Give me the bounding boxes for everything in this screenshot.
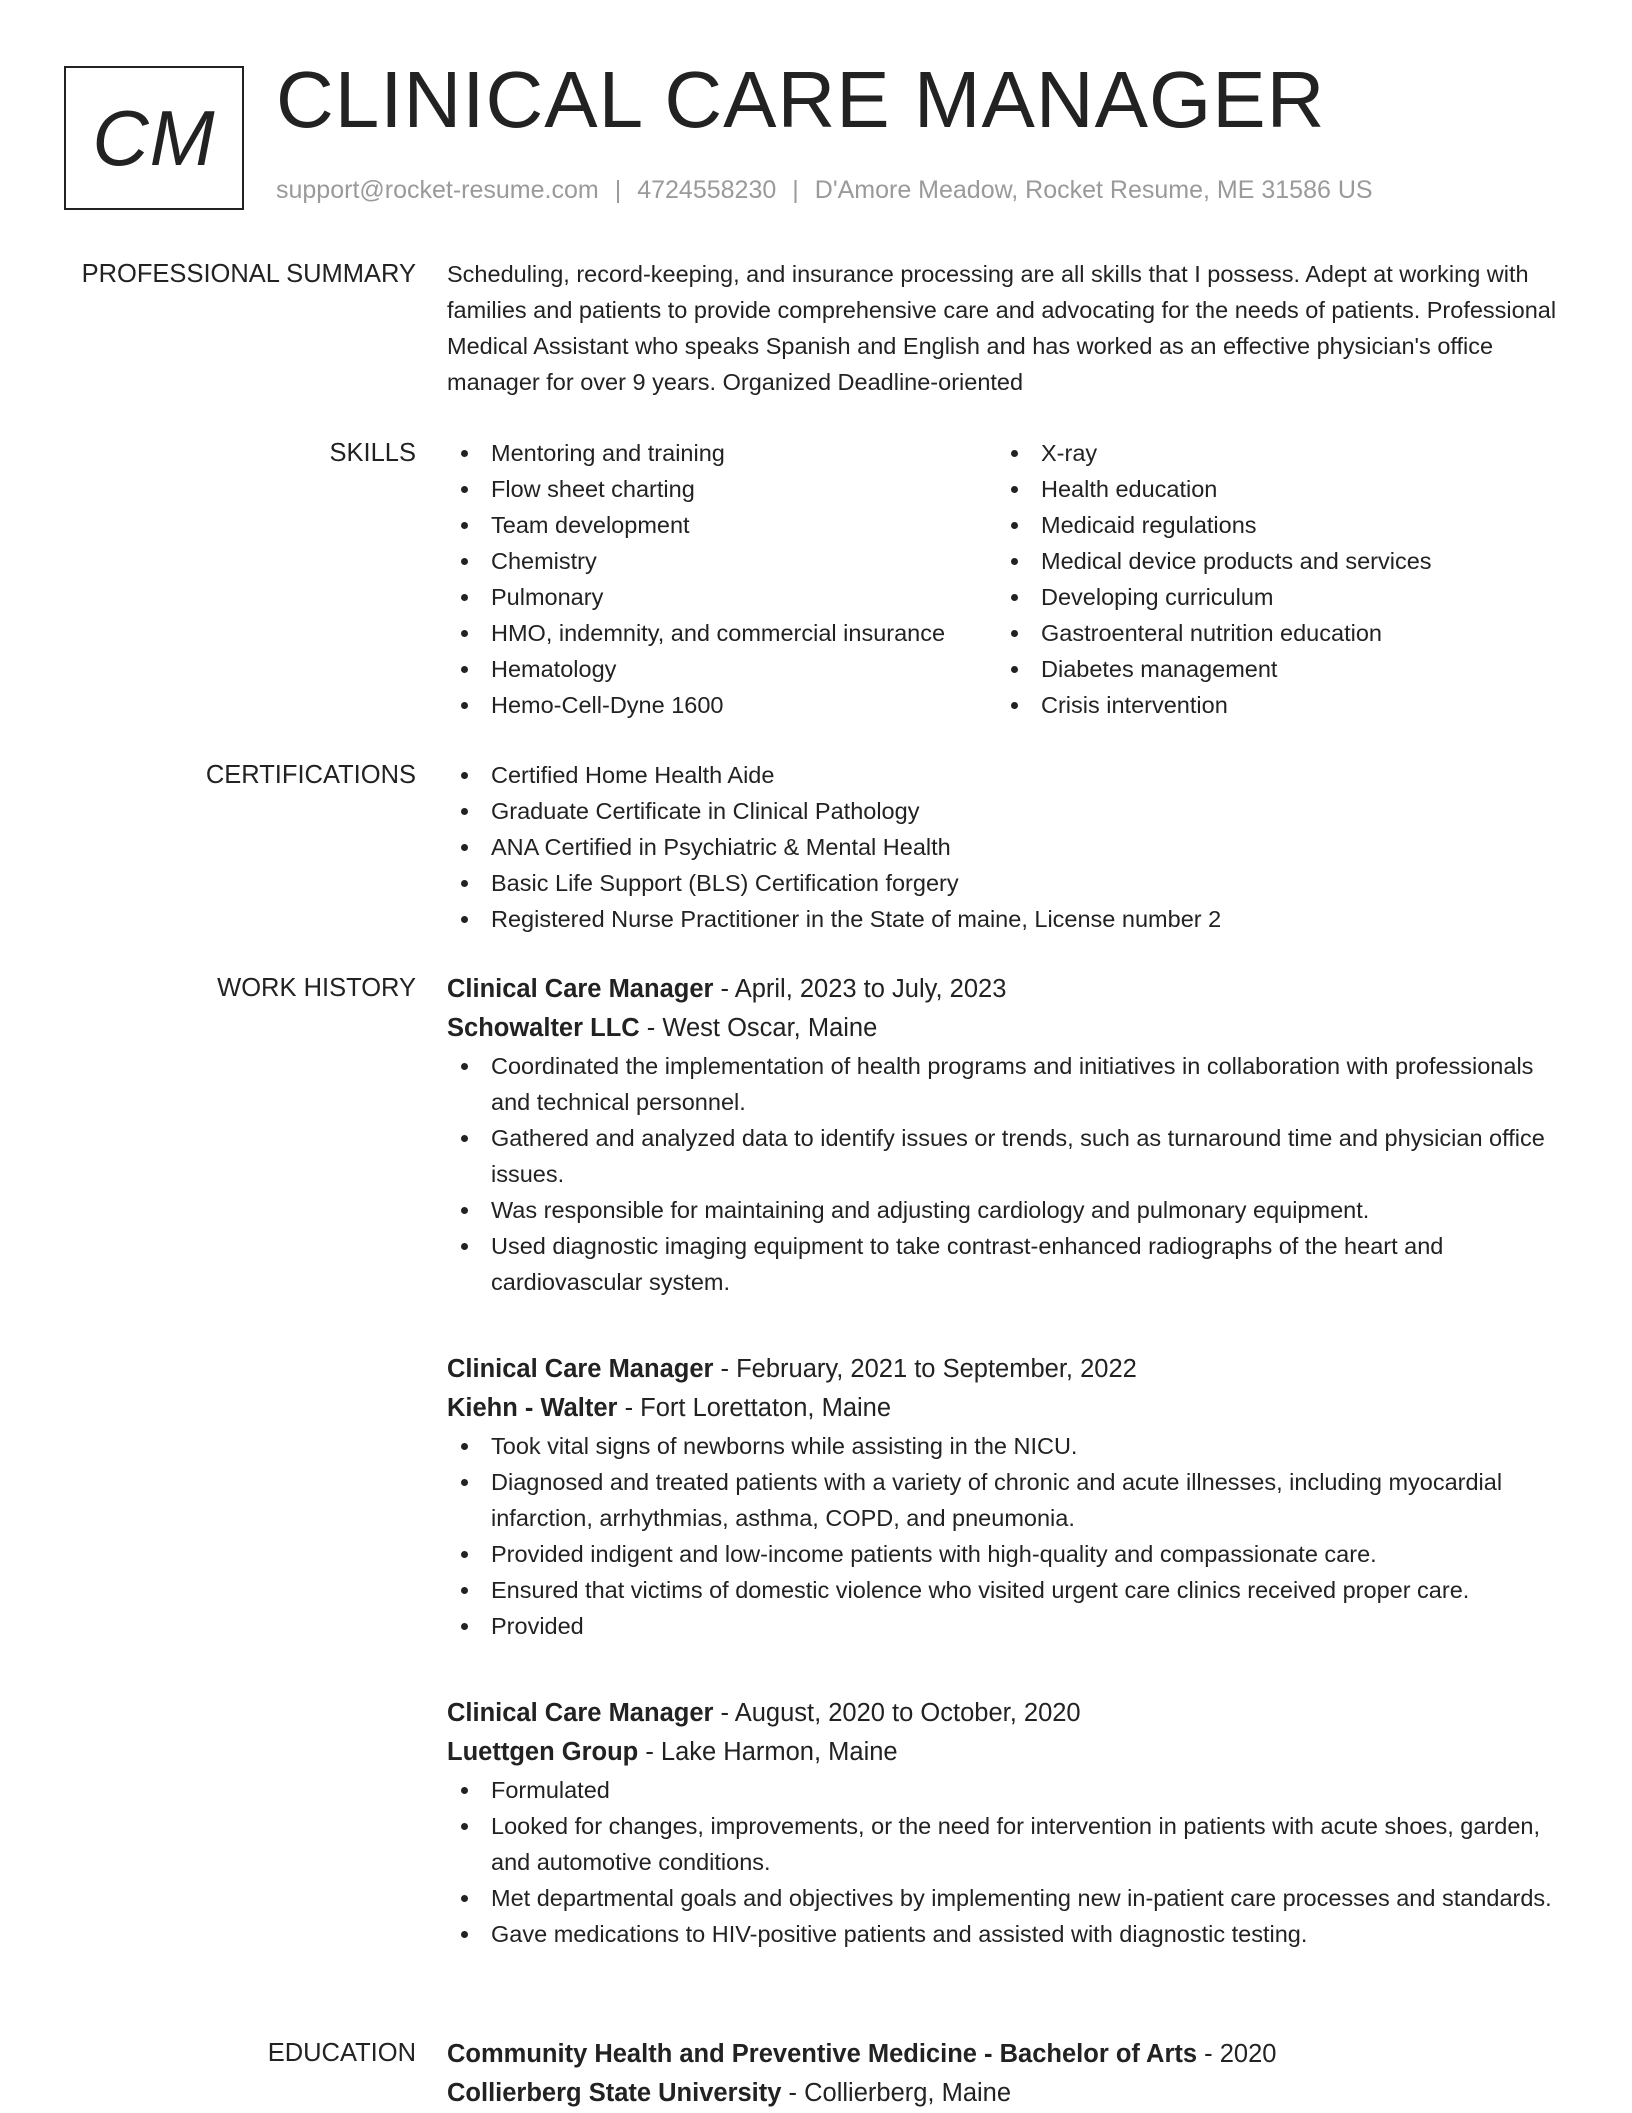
job-duty: Ensured that victims of domestic violence who visited urgent care clinics received proper care. <box>447 1572 1577 1608</box>
skills-list-left <box>447 435 997 723</box>
job-company-line <box>447 1009 1577 1048</box>
skill-item: Health education <box>997 471 1577 507</box>
skills-list-right <box>997 435 1577 723</box>
contact-separator: | <box>614 176 622 204</box>
certification-item: Registered Nurse Practitioner in the State of maine, License number 2 <box>447 901 1577 937</box>
job-location: - Fort Lorettaton, Maine <box>617 1394 892 1422</box>
contact-address: D'Amore Meadow, Rocket Resume, ME 31586 US <box>814 176 1373 204</box>
job-duty: Diagnosed and treated patients with a variety of chronic and acute illnesses, including myocardial infarction, arrhythmias, asthma, COPD, and pneumonia. <box>447 1464 1577 1536</box>
job-entry <box>447 1694 1577 1952</box>
skill-item: Hematology <box>447 651 997 687</box>
job-duty: Coordinated the implementation of health programs and initiatives in collaboration with professionals and technical personnel. <box>447 1048 1577 1120</box>
skills-section <box>447 435 1577 723</box>
resume-title: CLINICAL CARE MANAGER <box>276 55 1326 144</box>
job-location: - Lake Harmon, Maine <box>638 1738 898 1766</box>
job-company-line <box>447 1733 1577 1772</box>
job-duty: Used diagnostic imaging equipment to take contrast-enhanced radiographs of the heart and cardiovascular system. <box>447 1228 1577 1300</box>
contact-line <box>276 172 1373 208</box>
job-company-line <box>447 1389 1577 1428</box>
education-degree-line <box>447 2035 1577 2074</box>
job-title-line <box>447 970 1577 1009</box>
skill-item: Chemistry <box>447 543 997 579</box>
skill-item: X-ray <box>997 435 1577 471</box>
job-title-line <box>447 1350 1577 1389</box>
job-dates: - February, 2021 to September, 2022 <box>713 1355 1137 1383</box>
job-duty: Met departmental goals and objectives by implementing new in-patient care processes and standards. <box>447 1880 1577 1916</box>
certification-item: ANA Certified in Psychiatric & Mental Health <box>447 829 1577 865</box>
contact-email: support@rocket-resume.com <box>276 176 599 204</box>
job-dates: - April, 2023 to July, 2023 <box>713 975 1007 1003</box>
job-duty: Gave medications to HIV-positive patients and assisted with diagnostic testing. <box>447 1916 1577 1952</box>
job-company: Schowalter LLC <box>447 1014 640 1042</box>
job-duty: Took vital signs of newborns while assisting in the NICU. <box>447 1428 1577 1464</box>
summary-text: Scheduling, record-keeping, and insurance processing are all skills that I possess. Adept at working with families and patients to provide comprehensive care and advocating for the needs of patients. Professional Medical Assistant who speaks Spanish and English and has worked as an effective physician's office manager for over 9 years. Organized Deadline-oriented <box>447 261 1557 395</box>
certification-item: Certified Home Health Aide <box>447 757 1577 793</box>
skills-heading: SKILLS <box>329 439 416 467</box>
job-duty: Was responsible for maintaining and adjusting cardiology and pulmonary equipment. <box>447 1192 1577 1228</box>
education-degree: Community Health and Preventive Medicine - Bachelor of Arts <box>447 2040 1198 2068</box>
skill-item: Pulmonary <box>447 579 997 615</box>
job-duties-list <box>447 1772 1577 1952</box>
education-section <box>447 2035 1577 2113</box>
job-title: Clinical Care Manager <box>447 1355 714 1383</box>
job-company: Kiehn - Walter <box>447 1394 618 1422</box>
skill-item: Medical device products and services <box>997 543 1577 579</box>
job-duty: Provided <box>447 1608 1577 1644</box>
job-location: - West Oscar, Maine <box>639 1014 878 1042</box>
certifications-list <box>447 757 1577 937</box>
skill-item: Hemo-Cell-Dyne 1600 <box>447 687 997 723</box>
certifications-section <box>447 757 1577 937</box>
job-title-line <box>447 1694 1577 1733</box>
skill-item: Team development <box>447 507 997 543</box>
job-duties-list <box>447 1048 1577 1300</box>
skill-item: Flow sheet charting <box>447 471 997 507</box>
job-duty: Provided indigent and low-income patients with high-quality and compassionate care. <box>447 1536 1577 1572</box>
skill-item: Developing curriculum <box>997 579 1577 615</box>
job-company: Luettgen Group <box>447 1738 639 1766</box>
job-duties-list <box>447 1428 1577 1644</box>
education-heading: EDUCATION <box>267 2039 416 2067</box>
skill-item: Crisis intervention <box>997 687 1577 723</box>
job-title: Clinical Care Manager <box>447 1699 714 1727</box>
work-history-heading: WORK HISTORY <box>217 974 416 1002</box>
education-school: Collierberg State University <box>447 2079 782 2107</box>
monogram-logo: CM <box>64 66 244 210</box>
contact-phone: 4724558230 <box>637 176 777 204</box>
job-duty: Formulated <box>447 1772 1577 1808</box>
job-duty: Gathered and analyzed data to identify issues or trends, such as turnaround time and physician office issues. <box>447 1120 1577 1192</box>
skill-item: Gastroenteral nutrition education <box>997 615 1577 651</box>
education-location: - Collierberg, Maine <box>781 2079 1012 2107</box>
education-year: - 2020 <box>1197 2040 1277 2068</box>
certification-item: Basic Life Support (BLS) Certification forgery <box>447 865 1577 901</box>
education-school-line <box>447 2074 1577 2113</box>
skill-item: HMO, indemnity, and commercial insurance <box>447 615 997 651</box>
summary-section <box>447 256 1577 400</box>
skill-item: Diabetes management <box>997 651 1577 687</box>
job-entry <box>447 1350 1577 1644</box>
certifications-heading: CERTIFICATIONS <box>205 761 416 789</box>
job-duty: Looked for changes, improvements, or the need for intervention in patients with acute shoes, garden, and automotive conditions. <box>447 1808 1577 1880</box>
certification-item: Graduate Certificate in Clinical Pathology <box>447 793 1577 829</box>
skill-item: Mentoring and training <box>447 435 997 471</box>
contact-separator: | <box>792 176 799 204</box>
job-dates: - August, 2020 to October, 2020 <box>713 1699 1081 1727</box>
summary-heading: PROFESSIONAL SUMMARY <box>81 260 416 288</box>
job-title: Clinical Care Manager <box>447 975 714 1003</box>
skill-item: Medicaid regulations <box>997 507 1577 543</box>
job-entry <box>447 970 1577 1300</box>
